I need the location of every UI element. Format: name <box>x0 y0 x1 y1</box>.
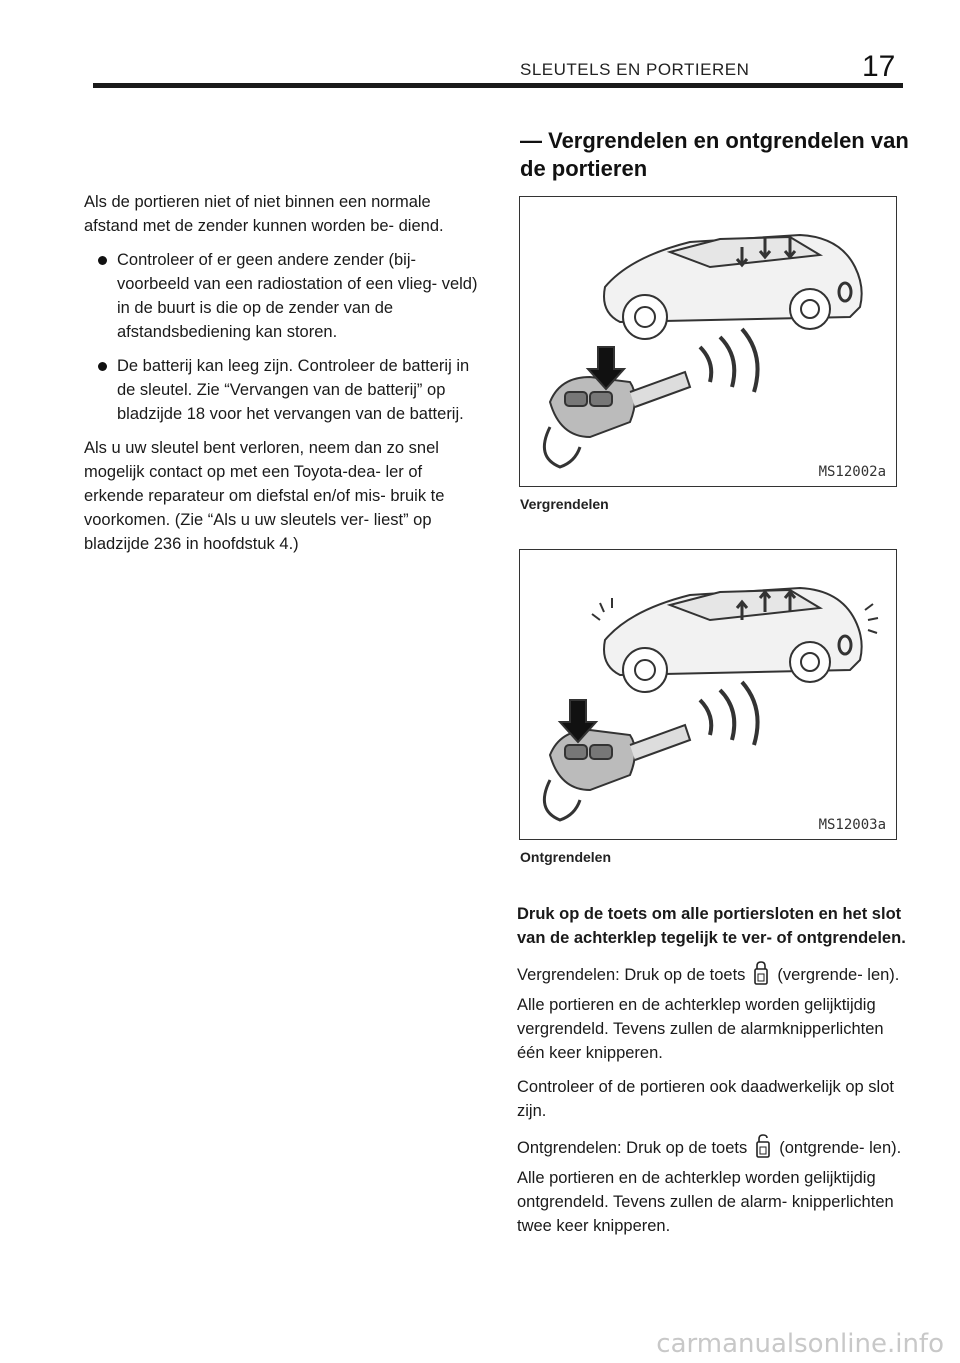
lock-button-icon <box>753 960 769 993</box>
bullet-item <box>98 248 484 344</box>
intro-paragraph: Als de portieren niet of niet binnen een normale afstand met de zender kunnen worden be- diend. <box>84 193 444 235</box>
section-heading: — Vergrendelen en ontgrendelen van de portieren <box>520 128 909 181</box>
bullet-dot-icon <box>98 256 107 265</box>
bullet-text: Controleer of er geen andere zender (bij- voorbeeld van een radiostation of een vlieg- veld) in de buurt is die op de zender van de afstandsbediening kan storen. <box>117 251 478 341</box>
check-paragraph: Controleer of de portieren ook daadwerkelijk op slot zijn. <box>517 1078 894 1120</box>
instruction-lead: Druk op de toets om alle portiersloten en het slot van de achterklep tegelijk te ver- of ontgrendelen. <box>517 905 906 947</box>
lock-illustration <box>519 196 897 487</box>
lock-text-before: Vergrendelen: Druk op de toets <box>517 966 746 984</box>
unlock-paragraph <box>517 1133 913 1238</box>
header-rule <box>93 83 903 88</box>
closing-paragraph: Als u uw sleutel bent verloren, neem dan zo snel mogelijk contact op met een Toyota-dea- ler of erkende reparateur om diefstal en/of mis- bruik te voorkomen. (Zie “Als u uw sleutels ver- liest” op bladzijde 236 in hoofdstuk 4.) <box>84 439 445 553</box>
lock-paragraph <box>517 960 913 1065</box>
bullet-item <box>98 354 484 426</box>
car-key-illustration-unlock <box>520 550 896 839</box>
bullet-dot-icon <box>98 362 107 371</box>
unlock-text-before: Ontgrendelen: Druk op de toets <box>517 1139 748 1157</box>
bullet-text: De batterij kan leeg zijn. Controleer de batterij in de sleutel. Zie “Vervangen van de batterij” op bladzijde 18 voor het vervangen van de batterij. <box>117 357 470 423</box>
unlock-text-after: (ontgrende- len). Alle portieren en de achterklep worden gelijktijdig ontgrendeld. Tevens zullen de alarm- knipperlichten twee keer knipperen. <box>517 1139 902 1235</box>
page-number: 17 <box>862 50 896 83</box>
watermark: carmanualsonline.info <box>656 1329 944 1359</box>
figure-caption-unlock: Ontgrendelen <box>520 849 612 865</box>
figure-code: MS12003a <box>818 817 886 833</box>
figure-code: MS12002a <box>818 464 886 480</box>
car-key-illustration-lock <box>520 197 896 486</box>
unlock-button-icon <box>755 1133 771 1166</box>
left-column <box>84 190 484 566</box>
running-header-title: SLEUTELS EN PORTIEREN <box>520 60 750 79</box>
unlock-illustration <box>519 549 897 840</box>
right-column-text <box>517 902 913 1248</box>
figure-caption-lock: Vergrendelen <box>520 496 609 512</box>
lock-text-after: (vergrende- len). Alle portieren en de achterklep worden gelijktijdig vergrendeld. Tevens zullen de alarmknipperlichten één keer knipperen. <box>517 966 900 1062</box>
